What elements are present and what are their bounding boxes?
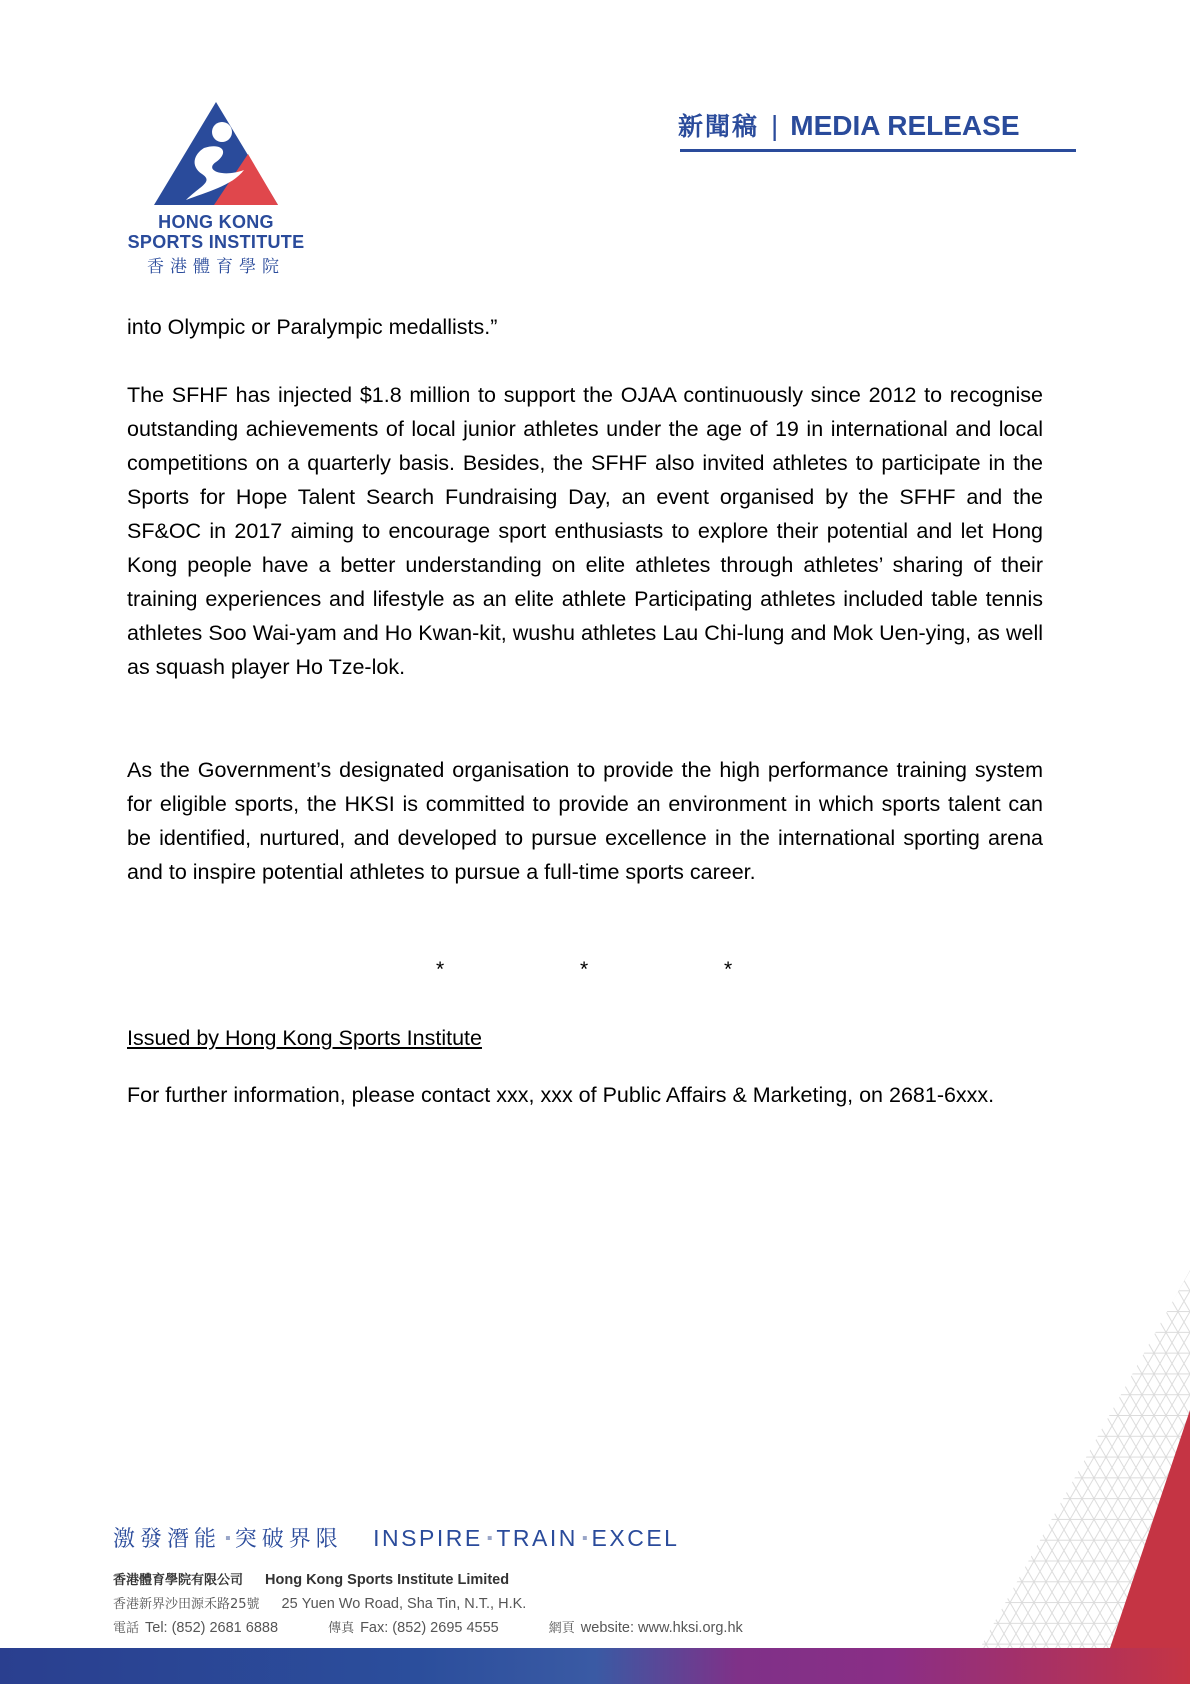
footer-contacts <box>113 1617 789 1636</box>
logo-name-en-line2: SPORTS INSTITUTE <box>127 232 305 252</box>
issued-by: Issued by Hong Kong Sports Institute <box>127 1026 482 1050</box>
tel-number: Tel: (852) 2681 6888 <box>145 1620 279 1636</box>
company-name-zh: 香港體育學院有限公司 <box>113 1573 244 1588</box>
footer-slogan <box>113 1522 679 1553</box>
footer-address <box>113 1593 526 1612</box>
tel-label-zh: 電話 <box>113 1621 140 1636</box>
separator-star: * <box>436 958 445 981</box>
hksi-logo <box>108 100 324 275</box>
title-separator: | <box>771 110 779 141</box>
media-release-title <box>678 108 1076 145</box>
media-release-label-en: MEDIA RELEASE <box>790 110 1020 141</box>
address-zh: 香港新界沙田源禾路25號 <box>113 1597 260 1612</box>
paragraph-quote-end: into Olympic or Paralympic medallists.” <box>127 315 498 339</box>
logo-name-en-line1: HONG KONG <box>158 212 274 232</box>
slogan-en-1: INSPIRE <box>373 1525 483 1551</box>
slogan-dot: ▪ <box>581 1530 588 1547</box>
logo-name-zh: 香港體育學院 <box>147 257 285 277</box>
footer-gradient-bar <box>0 1648 1190 1684</box>
slogan-en-2: TRAIN <box>496 1525 578 1551</box>
header-rule <box>680 149 1076 152</box>
separator-star: * <box>580 958 589 981</box>
triangle-mesh-decoration-icon <box>950 1270 1190 1650</box>
address-en: 25 Yuen Wo Road, Sha Tin, N.T., H.K. <box>281 1596 527 1612</box>
fax-label-zh: 傳真 <box>328 1621 355 1636</box>
slogan-dot: ▪ <box>486 1530 493 1547</box>
web-label-zh: 網頁 <box>548 1621 575 1636</box>
slogan-dot: ▪ <box>225 1530 231 1547</box>
slogan-zh-1: 激發潛能 <box>113 1527 222 1552</box>
company-name-en: Hong Kong Sports Institute Limited <box>265 1572 510 1588</box>
footer-company <box>113 1569 509 1588</box>
website-link[interactable]: website: www.hksi.org.hk <box>580 1620 743 1636</box>
contact-info: For further information, please contact xxx, xxx of Public Affairs & Marketing, on 2681-6xxx. <box>127 1083 995 1107</box>
slogan-en-3: EXCEL <box>591 1525 680 1551</box>
separator-star: * <box>724 958 733 981</box>
media-release-label-zh: 新聞稿 <box>678 112 760 141</box>
paragraph-sfhf: The SFHF has injected $1.8 million to support the OJAA continuously since 2012 to recognise outstanding achievements of local junior athletes under the age of 19 in international and local competitions on a quarterly basis. Besides, the SFHF also invited athletes to participate in the Sports for Hope Talent Search Fundraising Day, an event organised by the SFHF and the SF&OC in 2017 aiming to encourage sport enthusiasts to explore their potential and let Hong Kong people have a better understanding on elite athletes through athletes’ sharing of their training experiences and lifestyle as an elite athlete Participating athletes included table tennis athletes Soo Wai-yam and Ho Kwan-kit, wushu athletes Lau Chi-lung and Mok Uen-ying, as well as squash player Ho Tze-lok. <box>127 383 1043 679</box>
slogan-zh-2: 突破界限 <box>234 1527 343 1552</box>
fax-number: Fax: (852) 2695 4555 <box>360 1620 499 1636</box>
hksi-triangle-emblem-icon <box>152 100 280 208</box>
paragraph-hksi: As the Government’s designated organisation to provide the high performance training system for eligible sports, the HKSI is committed to provide an environment in which sports talent can be identified, nurtured, and developed to pursue excellence in the international sporting arena and to inspire potential athletes to pursue a full-time sports career. <box>127 758 1043 884</box>
